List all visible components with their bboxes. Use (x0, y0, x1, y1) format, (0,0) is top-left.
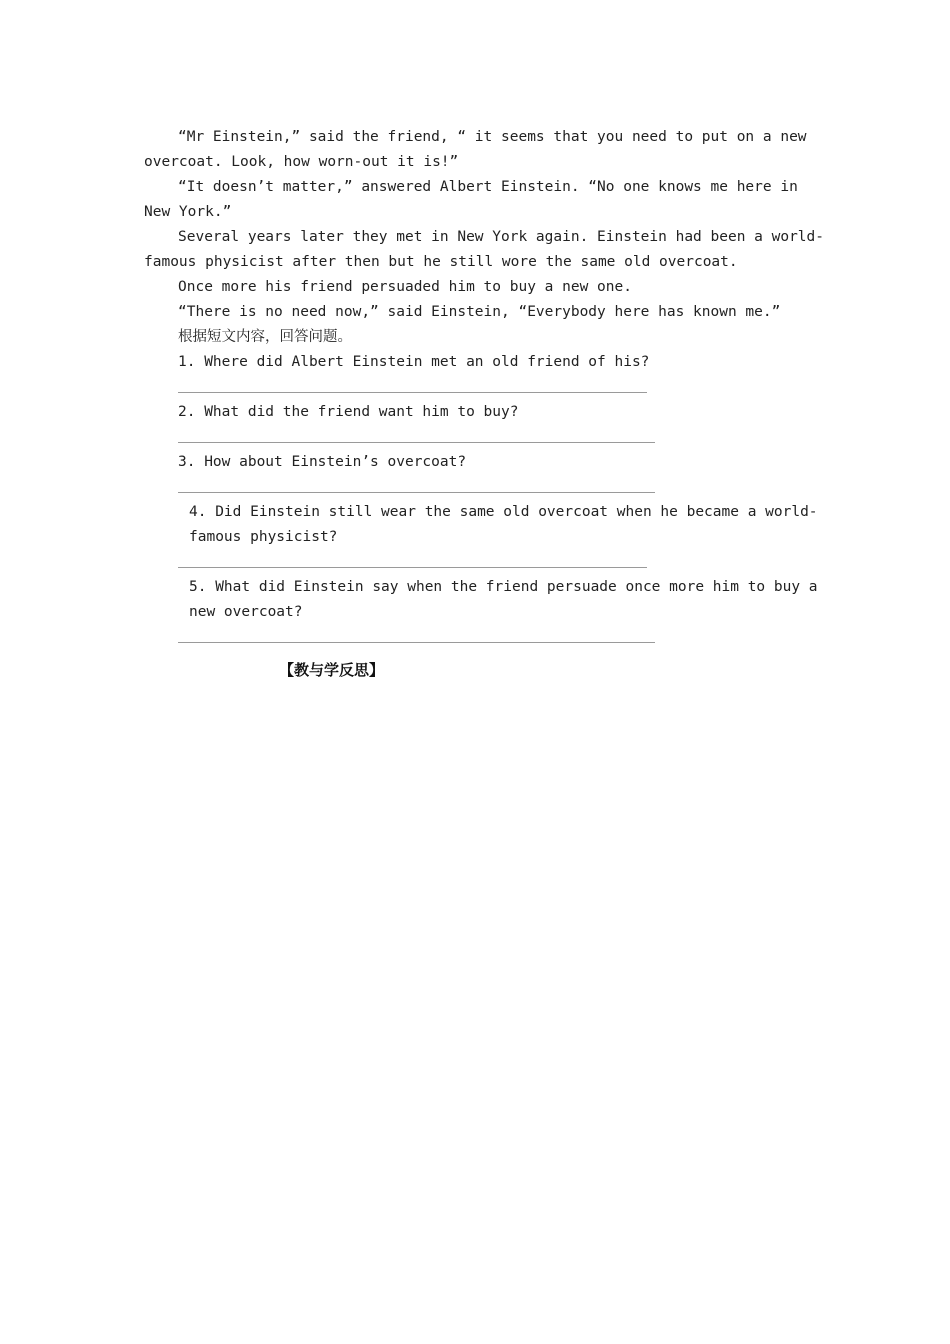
question-4-line1: 4. Did Einstein still wear the same old overcoat when he became a world- (189, 504, 818, 520)
story-p3-line1: Several years later they met in New York again. Einstein had been a world- (178, 229, 825, 245)
story-p1-line1: “Mr Einstein,” said the friend, “ it seems that you need to put on a new (178, 129, 807, 145)
instruction-text: 根据短文内容，回答问题。 (178, 329, 352, 345)
story-p1-line2: overcoat. Look, how worn-out it is!” (144, 154, 459, 170)
story-p2-line1: “It doesn’t matter,” answered Albert Einstein. “No one knows me here in (178, 179, 798, 195)
question-1: 1. Where did Albert Einstein met an old friend of his? (178, 354, 650, 370)
answer-line-2[interactable] (178, 442, 655, 443)
question-5-line1: 5. What did Einstein say when the friend persuade once more him to buy a (189, 579, 818, 595)
question-2: 2. What did the friend want him to buy? (178, 404, 519, 420)
answer-line-4[interactable] (178, 567, 647, 568)
story-p2-line2: New York.” (144, 204, 232, 220)
answer-line-1[interactable] (178, 392, 647, 393)
answer-line-5[interactable] (178, 642, 655, 643)
question-4-line2: famous physicist? (189, 529, 338, 545)
story-p3-line2: famous physicist after then but he still wore the same old overcoat. (144, 254, 738, 270)
question-5-line2: new overcoat? (189, 604, 303, 620)
story-p5: “There is no need now,” said Einstein, “Everybody here has known me.” (178, 304, 781, 320)
answer-line-3[interactable] (178, 492, 655, 493)
question-3: 3. How about Einstein’s overcoat? (178, 454, 467, 470)
story-p4: Once more his friend persuaded him to buy a new one. (178, 279, 632, 295)
reflection-heading: 【教与学反思】 (279, 661, 385, 679)
